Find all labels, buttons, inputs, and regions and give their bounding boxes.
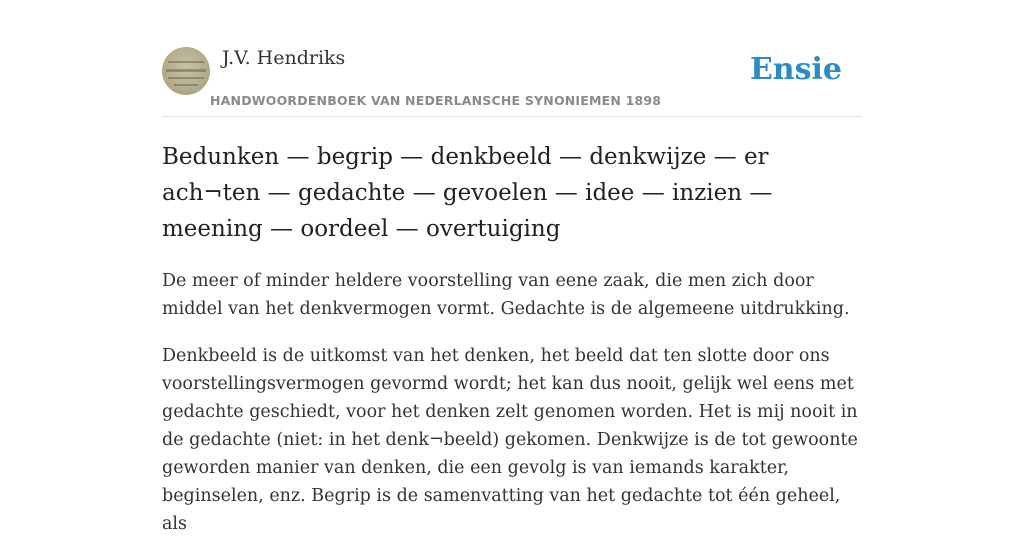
brand-logo[interactable]: Ensie bbox=[749, 52, 842, 87]
author-name[interactable]: J.V. Hendriks bbox=[222, 47, 346, 69]
author-avatar[interactable] bbox=[162, 47, 210, 95]
header bbox=[162, 0, 862, 117]
article-paragraph-1: De meer of minder heldere voorstelling van eene zaak, die men zich door middel van het denkvermogen vormt. Gedachte is de algemeene uitdrukking. bbox=[162, 271, 850, 319]
article-title: Bedunken — begrip — denkbeeld — denkwijze — er ach¬ten — gedachte — gevoelen — idee — inzien — meening — oordeel — overtuiging bbox=[162, 144, 773, 242]
source-title[interactable]: HANDWOORDENBOEK VAN NEDERLANSCHE SYNONIEMEN 1898 bbox=[210, 93, 662, 108]
content-column bbox=[162, 0, 862, 538]
article-paragraph-2: Denkbeeld is de uitkomst van het denken, het beeld dat ten slotte door ons voorstellingsvermogen gevormd wordt; het kan dus nooit, gelijk wel eens met gedachte geschiedt, voor het denken zelt genomen worden. Het is mij nooit in de gedachte (niet: in het denk¬beeld) gekomen. Denkwijze is de tot gewoonte geworden manier van denken, die een gevolg is van iemands karakter, beginselen, enz. Begrip is de samenvatting van het gedachte tot één geheel, als bbox=[162, 346, 858, 534]
